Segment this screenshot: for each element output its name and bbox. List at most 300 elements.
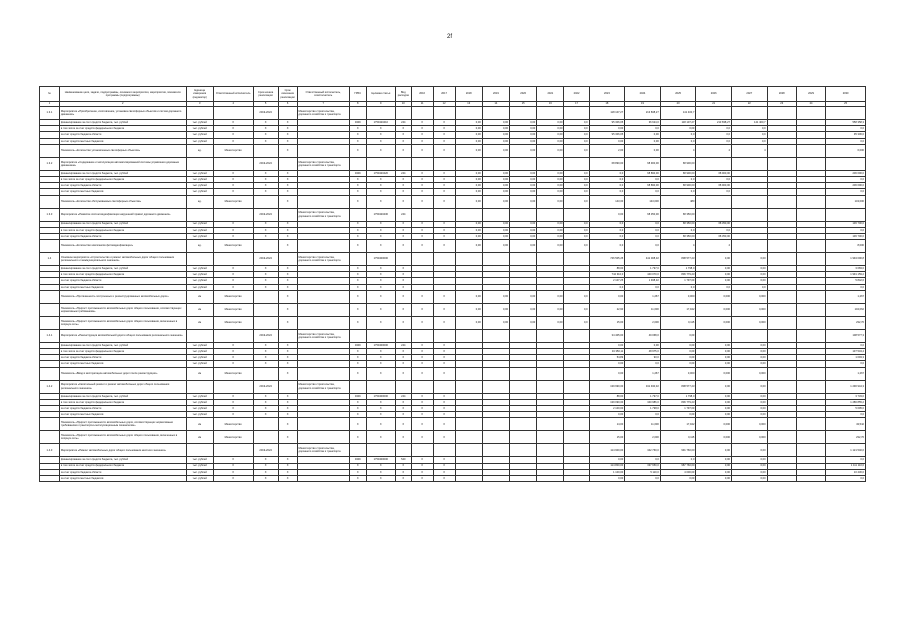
table-cell: X	[278, 431, 297, 444]
table-cell	[433, 444, 455, 457]
table-cell: X	[433, 195, 455, 208]
table-cell: 0,000	[696, 316, 732, 329]
table-cell: 0,00	[660, 342, 696, 348]
table-cell: Министерство	[213, 316, 253, 329]
table-cell: X	[253, 361, 278, 367]
column-index-cell: 19	[625, 102, 661, 107]
table-body	[40, 107, 866, 482]
table-cell: X	[349, 399, 366, 405]
table-cell: X	[433, 221, 455, 227]
table-cell: 0,0	[564, 227, 589, 233]
table-cell	[455, 431, 482, 444]
table-cell: 0,00	[696, 355, 732, 361]
table-cell: 95 306,05	[589, 120, 625, 126]
table-cell	[186, 253, 213, 266]
table-cell: 806 779,23	[660, 399, 696, 405]
table-cell: тыс. рублей	[186, 355, 213, 361]
column-header: 2016	[411, 87, 433, 102]
table-cell: 0,00	[455, 183, 482, 189]
table-cell: 480	[660, 195, 696, 208]
table-cell	[411, 208, 433, 221]
table-cell: X	[395, 418, 411, 431]
column-header: Срок окончания реализации	[278, 87, 297, 102]
table-cell	[564, 329, 589, 342]
table-cell: X	[411, 240, 433, 253]
table-cell: 95 306,0	[826, 132, 866, 138]
table-cell: 0,0	[564, 144, 589, 157]
table-cell	[213, 253, 253, 266]
table-cell	[349, 157, 366, 170]
table-cell: X	[395, 189, 411, 195]
program-measures-table	[39, 86, 866, 482]
table-cell: X	[349, 316, 366, 329]
row-description-cell: за счет средств бюджета области	[59, 278, 186, 284]
table-cell: X	[433, 303, 455, 316]
table-cell	[767, 316, 796, 329]
column-header: 2021	[537, 87, 564, 102]
table-cell	[40, 367, 60, 380]
table-cell: X	[411, 138, 433, 144]
table-cell: тыс. рублей	[186, 233, 213, 239]
table-cell	[366, 444, 395, 457]
table-cell	[731, 240, 767, 253]
table-cell: X	[433, 126, 455, 132]
table-cell: X	[395, 272, 411, 278]
table-cell: X	[349, 233, 366, 239]
table-cell: X	[349, 349, 366, 355]
table-cell	[537, 367, 564, 380]
table-row	[40, 475, 866, 481]
table-cell: X	[395, 361, 411, 367]
table-cell: тыс. рублей	[186, 399, 213, 405]
table-cell: 0,0	[660, 189, 696, 195]
table-cell: Министерство строительства, дорожного хозяйства и транспорта	[297, 107, 349, 120]
table-cell: 139 090,00	[589, 399, 625, 405]
table-cell: 0,00	[731, 399, 767, 405]
table-cell: X	[411, 233, 433, 239]
table-cell: тыс. рублей	[186, 361, 213, 367]
row-description-cell: в том числе за счет средств федерального бюджета	[59, 349, 186, 355]
table-cell	[349, 208, 366, 221]
table-cell	[482, 418, 509, 431]
row-description-cell: Показатель «Количество комплексов фотовидеофиксации»	[59, 240, 186, 253]
table-cell: X	[278, 132, 297, 138]
table-cell	[796, 303, 825, 316]
table-cell	[455, 367, 482, 380]
table-cell: X	[213, 221, 253, 227]
table-cell: X	[213, 355, 253, 361]
table-cell: 0,0	[660, 284, 696, 290]
table-cell: 0,0	[826, 227, 866, 233]
table-cell	[537, 253, 564, 266]
table-cell: Министерство	[213, 144, 253, 157]
table-cell: X	[366, 138, 395, 144]
table-cell: 0,0	[625, 189, 661, 195]
table-cell: 808 577,23	[660, 253, 696, 266]
table-cell: 11,600	[625, 303, 661, 316]
table-cell: X	[366, 284, 395, 290]
table-cell: X	[349, 195, 366, 208]
table-cell: 143,000	[826, 195, 866, 208]
table-cell: X	[433, 367, 455, 380]
table-cell: X	[433, 170, 455, 176]
column-header: Ответственный исполнитель	[213, 87, 253, 102]
table-cell: 0,0	[589, 189, 625, 195]
table-cell	[433, 208, 455, 221]
table-cell: X	[411, 367, 433, 380]
table-cell	[455, 107, 482, 120]
table-cell	[297, 475, 349, 481]
table-cell: 0,0	[625, 457, 661, 463]
column-index-cell: 20	[660, 102, 696, 107]
table-cell: 0,00	[537, 132, 564, 138]
table-cell	[40, 418, 60, 431]
table-cell	[455, 253, 482, 266]
table-cell: 991 760,00	[660, 444, 696, 457]
table-cell: 2 107,25	[589, 278, 625, 284]
table-cell: X	[366, 278, 395, 284]
table-cell: X	[253, 393, 278, 399]
table-cell: тыс. рублей	[186, 221, 213, 227]
table-cell: X	[411, 463, 433, 469]
table-cell	[796, 240, 825, 253]
table-cell: 1 111 110,0	[826, 463, 866, 469]
table-cell: 2019-2024	[253, 380, 278, 393]
table-cell	[731, 157, 767, 170]
table-cell	[826, 157, 866, 170]
table-cell: 0,00	[482, 290, 509, 303]
table-cell	[366, 380, 395, 393]
table-cell: 1 797,0	[625, 266, 661, 272]
column-header: 2026	[696, 87, 732, 102]
table-cell: X	[278, 303, 297, 316]
table-cell: 0,0	[564, 138, 589, 144]
table-cell: X	[433, 183, 455, 189]
table-cell	[482, 431, 509, 444]
table-cell: 0,00	[660, 349, 696, 355]
table-cell: X	[366, 290, 395, 303]
table-cell	[455, 475, 482, 481]
table-cell	[482, 157, 509, 170]
row-description-cell: в том числе за счет средств федерального бюджета	[59, 126, 186, 132]
column-index-cell: 3	[186, 102, 213, 107]
table-cell	[40, 144, 60, 157]
table-cell	[510, 380, 537, 393]
table-cell: X	[349, 176, 366, 182]
table-cell	[696, 195, 732, 208]
table-cell: 0,00	[731, 463, 767, 469]
table-row	[40, 195, 866, 208]
table-cell: X	[349, 412, 366, 418]
table-cell: 206 690,0	[826, 170, 866, 176]
table-cell: X	[411, 126, 433, 132]
table-cell: 0,00	[696, 266, 732, 272]
table-cell: X	[278, 367, 297, 380]
table-cell: 0,00	[482, 195, 509, 208]
table-cell: X	[433, 399, 455, 405]
table-cell: 1.3.2	[40, 157, 60, 170]
table-cell: X	[366, 132, 395, 138]
table-cell: X	[366, 361, 395, 367]
table-cell: 0,0	[564, 316, 589, 329]
table-cell: 68 350,00	[660, 233, 696, 239]
row-description-cell: за счет средств местных бюджетов	[59, 475, 186, 481]
table-cell	[40, 303, 60, 316]
table-cell: X	[213, 399, 253, 405]
table-cell: 0,00	[731, 361, 767, 367]
row-description-cell: финансирование за счет средств бюджета, тыс. рублей	[59, 393, 186, 399]
table-cell: 0,000	[731, 367, 767, 380]
table-cell: 558 358,3	[826, 120, 866, 126]
table-cell: ед.	[186, 144, 213, 157]
table-cell	[767, 418, 796, 431]
table-cell: 5 110,0	[625, 469, 661, 475]
table-cell: X	[213, 457, 253, 463]
table-cell: X	[278, 405, 297, 411]
table-cell: 0,0	[826, 361, 866, 367]
table-cell: 88,00	[589, 393, 625, 399]
table-cell: X	[395, 303, 411, 316]
table-cell: X	[253, 342, 278, 348]
table-cell: X	[366, 144, 395, 157]
table-cell	[411, 329, 433, 342]
table-cell	[564, 475, 589, 481]
table-cell	[278, 107, 297, 120]
row-description-cell: Мероприятие «Реконструкция автомобильной дороги общего пользования регионального значения»	[59, 329, 186, 342]
table-cell: X	[213, 475, 253, 481]
table-cell: 0,00	[537, 120, 564, 126]
table-cell	[40, 316, 60, 329]
table-cell: 141 400,7	[731, 120, 767, 126]
table-cell	[796, 290, 825, 303]
table-cell	[455, 418, 482, 431]
table-cell	[213, 329, 253, 342]
table-cell: X	[213, 120, 253, 126]
table-cell: 1 797,00	[660, 405, 696, 411]
table-cell: 0,0	[625, 221, 661, 227]
table-cell: ед.	[186, 240, 213, 253]
table-cell: тыс. рублей	[186, 469, 213, 475]
table-cell: 0,00	[696, 361, 732, 367]
table-cell: X	[395, 349, 411, 355]
table-row	[40, 329, 866, 342]
table-cell: Министерство	[213, 240, 253, 253]
table-cell	[796, 208, 825, 221]
table-cell	[395, 253, 411, 266]
table-cell: X	[366, 227, 395, 233]
table-cell: 0,00	[696, 469, 732, 475]
table-cell: X	[253, 278, 278, 284]
table-cell: X	[278, 138, 297, 144]
table-cell: X	[349, 469, 366, 475]
table-cell: 0,00	[455, 170, 482, 176]
column-index-cell: 14	[482, 102, 509, 107]
table-cell: 1 994 090,8	[826, 253, 866, 266]
table-cell: 43,542	[826, 418, 866, 431]
table-cell: 93,0	[625, 355, 661, 361]
table-cell: 0,0	[660, 138, 696, 144]
table-cell: 48 975,0	[625, 349, 661, 355]
table-cell: X	[253, 405, 278, 411]
row-description-cell: Мероприятие «Развитие систем видеофиксации нарушений правил дорожного движения»	[59, 208, 186, 221]
table-cell: X	[213, 227, 253, 233]
table-cell: X	[213, 469, 253, 475]
table-cell: 68 890,00	[589, 157, 625, 170]
table-cell: 4	[660, 240, 696, 253]
column-index-cell: 6	[278, 102, 297, 107]
table-cell: X	[278, 144, 297, 157]
table-cell	[186, 157, 213, 170]
table-cell: 4 000,00	[660, 469, 696, 475]
table-cell: X	[366, 399, 395, 405]
table-cell	[796, 418, 825, 431]
table-row	[40, 316, 866, 329]
table-cell: 1.3.3	[40, 208, 60, 221]
table-cell: X	[395, 431, 411, 444]
table-cell	[767, 431, 796, 444]
table-cell: 0,00	[696, 393, 732, 399]
table-cell: 0,00	[537, 138, 564, 144]
table-cell: 15,00	[589, 431, 625, 444]
table-cell: X	[253, 272, 278, 278]
table-cell: X	[366, 126, 395, 132]
row-description-cell: Показатель «Количество установленных светофорных объектов»	[59, 144, 186, 157]
table-cell	[482, 367, 509, 380]
table-cell: X	[213, 463, 253, 469]
table-cell	[537, 107, 564, 120]
table-row	[40, 418, 866, 431]
table-cell: 1 093,3	[826, 355, 866, 361]
table-cell: X	[433, 475, 455, 481]
table-cell: 0,0	[731, 132, 767, 138]
table-cell	[510, 418, 537, 431]
table-cell: 4	[696, 144, 732, 157]
table-row	[40, 290, 866, 303]
table-cell: 746 505,25	[589, 253, 625, 266]
table-cell: 0,00	[696, 475, 732, 481]
table-cell: 4	[731, 144, 767, 157]
table-cell	[731, 195, 767, 208]
table-cell: 2019-2024	[253, 444, 278, 457]
table-cell: 2019-2024	[253, 329, 278, 342]
table-cell: X	[349, 355, 366, 361]
table-row	[40, 444, 866, 457]
column-header: 2018	[455, 87, 482, 102]
table-cell: X	[395, 405, 411, 411]
table-cell: 0,0	[826, 176, 866, 182]
table-cell: X	[278, 399, 297, 405]
table-cell: 0,0	[589, 240, 625, 253]
table-cell: 0,00	[696, 399, 732, 405]
table-cell: 337 650,0	[625, 463, 661, 469]
table-cell: X	[278, 412, 297, 418]
table-cell: X	[433, 361, 455, 367]
table-cell: 68 900,00	[625, 157, 661, 170]
table-cell: 0,000	[660, 367, 696, 380]
table-cell: 0,00	[589, 457, 625, 463]
table-cell: 0,00	[696, 463, 732, 469]
table-cell: 0,00	[455, 227, 482, 233]
table-cell: X	[349, 132, 366, 138]
table-cell	[537, 208, 564, 221]
table-cell: 136 700,0	[826, 221, 866, 227]
table-cell	[510, 329, 537, 342]
table-cell: 118 107,27	[589, 107, 625, 120]
table-cell: 0,0	[589, 183, 625, 189]
table-cell: X	[395, 412, 411, 418]
table-cell: 0,0	[826, 342, 866, 348]
table-cell: Министерство строительства, дорожного хозяйства и транспорта	[297, 157, 349, 170]
table-cell	[278, 380, 297, 393]
row-description-cell: за счет средств местных бюджетов	[59, 361, 186, 367]
table-cell: тыс. рублей	[186, 278, 213, 284]
column-index-cell: 7	[297, 102, 349, 107]
table-cell: X	[213, 361, 253, 367]
table-cell	[564, 367, 589, 380]
table-cell: X	[395, 126, 411, 132]
table-cell: 0,00	[537, 290, 564, 303]
table-cell: 0,115	[660, 316, 696, 329]
table-cell: X	[433, 457, 455, 463]
table-cell	[767, 107, 796, 120]
table-cell	[696, 157, 732, 170]
table-cell: X	[253, 349, 278, 355]
table-cell: X	[411, 418, 433, 431]
table-cell: 0409	[349, 120, 366, 126]
table-cell: X	[411, 303, 433, 316]
table-cell: 0,0	[564, 240, 589, 253]
table-cell: X	[433, 412, 455, 418]
page-number: 2f	[447, 34, 453, 40]
table-cell: км	[186, 431, 213, 444]
table-cell	[731, 107, 767, 120]
table-cell: X	[395, 290, 411, 303]
table-cell: 3 733,0	[826, 393, 866, 399]
column-header: 2030	[826, 87, 866, 102]
table-cell	[767, 253, 796, 266]
table-cell	[767, 195, 796, 208]
table-cell: Министерство	[213, 290, 253, 303]
table-cell: X	[349, 221, 366, 227]
table-row	[40, 157, 866, 170]
table-cell: X	[213, 393, 253, 399]
column-index-cell: 25	[826, 102, 866, 107]
table-cell: тыс. рублей	[186, 126, 213, 132]
table-cell: 0409	[349, 170, 366, 176]
table-cell: 0,00	[731, 393, 767, 399]
table-cell: 1750400000	[366, 457, 395, 463]
table-cell: тыс. рублей	[186, 227, 213, 233]
table-cell: 0,00	[482, 303, 509, 316]
table-cell	[767, 380, 796, 393]
table-row	[40, 107, 866, 120]
row-description-cell: в том числе за счет средств федерального бюджета	[59, 463, 186, 469]
table-cell: 0,0	[589, 176, 625, 182]
table-cell	[411, 107, 433, 120]
table-cell: 0,0	[589, 221, 625, 227]
table-cell: 0,00	[696, 412, 732, 418]
table-cell: X	[349, 227, 366, 233]
row-description-cell: финансирование за счет средств бюджета, тыс. рублей	[59, 266, 186, 272]
table-cell: 1.4	[40, 253, 60, 266]
table-cell: X	[278, 272, 297, 278]
table-cell: 3 683,0	[826, 266, 866, 272]
table-cell: X	[395, 469, 411, 475]
table-cell	[433, 157, 455, 170]
table-cell: 0,0	[826, 412, 866, 418]
table-row	[40, 367, 866, 380]
table-cell	[482, 329, 509, 342]
